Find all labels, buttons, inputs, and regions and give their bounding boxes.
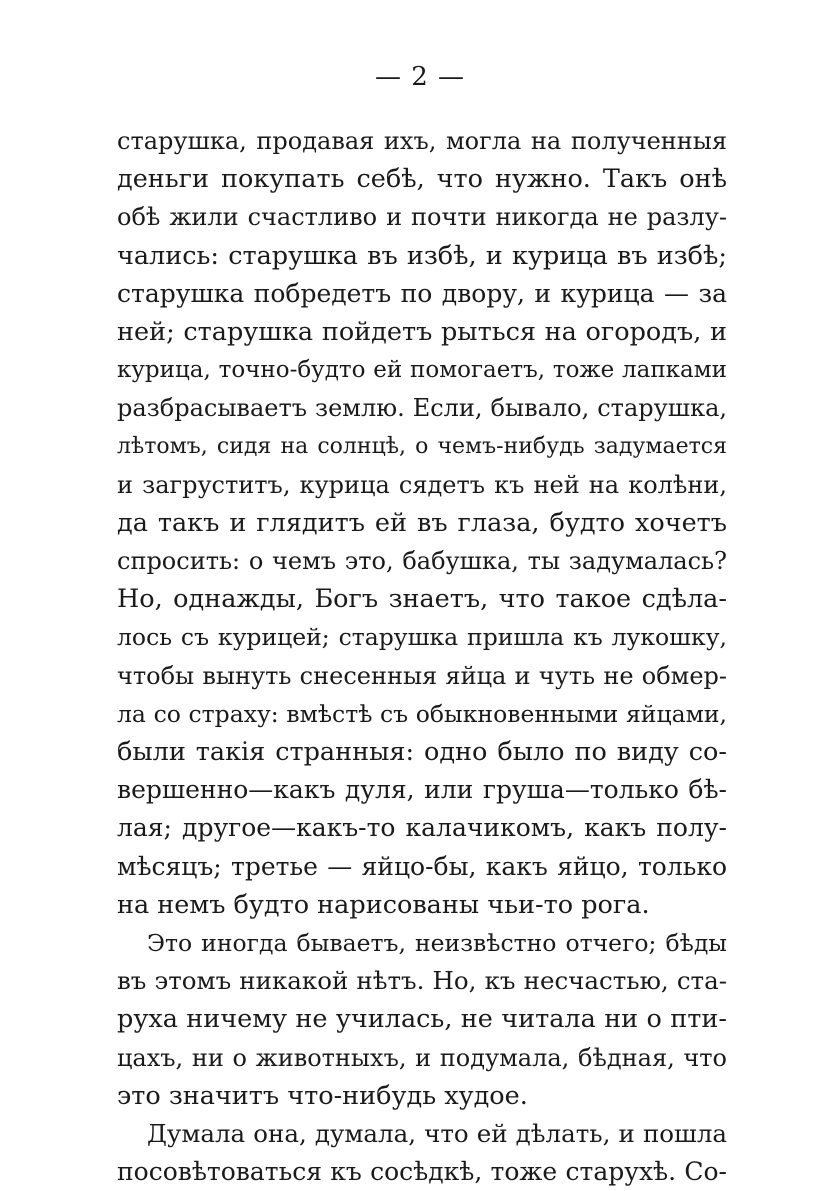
text-line: въ этомъ никакой нѣтъ. Но, къ несчастью, ста- (117, 966, 727, 996)
text-line: лая; другое—какъ-то калачикомъ, какъ полу- (117, 813, 727, 843)
text-line: Но, однажды, Богъ знаетъ, что такое сдѣла- (117, 584, 727, 615)
text-line: деньги покупать себѣ, что нужно. Такъ онѣ (117, 164, 727, 195)
text-line: да такъ и глядитъ ей въ глаза, будто хочетъ (117, 507, 727, 538)
text-line: цахъ, ни о животныхъ, и подумала, бѣдная, что (117, 1043, 727, 1072)
page-number: — 2 — (374, 62, 466, 92)
text-line: были такія странныя: одно было по виду со- (117, 737, 727, 767)
text-line: спросить: о чемъ это, бабушка, ты задумалась? (117, 547, 727, 576)
text-line: Это иногда бываетъ, неизвѣстно отчего; бѣды (147, 928, 727, 957)
text-line: посовѣтоваться къ сосѣдкѣ, тоже старухѣ. Со- (117, 1157, 727, 1187)
text-line: лѣтомъ, сидя на солнцѣ, о чемъ-нибудь задумается (117, 433, 727, 459)
text-line: разбрасываетъ землю. Если, бывало, старушка, (117, 394, 727, 423)
text-line: руха ничему не училась, не читала ни о пти- (117, 1004, 727, 1035)
text-line: обѣ жили счастливо и почти никогда не разлу- (117, 203, 727, 232)
text-line: мѣсяцъ; третье — яйцо-бы, какъ яйцо, только (117, 851, 727, 881)
text-line: Думала она, думала, что ей дѣлать, и пошла (147, 1118, 727, 1148)
text-line: старушка, продавая ихъ, могла на полученныя (117, 127, 727, 155)
text-line: на немъ будто нарисованы чьи-то рога. (117, 889, 650, 920)
text-line: и загруститъ, курица сядетъ къ ней на колѣни, (117, 470, 727, 499)
body-text (117, 122, 727, 1191)
text-line: чались: старушка въ избѣ, и курица въ избѣ; (117, 240, 727, 271)
text-line: старушка побредетъ по двору, и курица — за (117, 278, 727, 308)
text-line: это значитъ что-нибудь худое. (117, 1080, 528, 1111)
text-line: ла со страху: вмѣстѣ съ обыкновенными яйцами, (117, 699, 727, 728)
text-line: лось съ курицей; старушка пришла къ лукошку, (117, 623, 727, 652)
text-line: курица, точно-будто ей помогаетъ, тоже лапками (117, 357, 727, 384)
text-line: чтобы вынуть снесенныя яйца и чуть не обмер- (117, 661, 727, 690)
text-line: ней; старушка пойдетъ рыться на огородъ, и (117, 316, 727, 347)
text-line: вершенно—какъ дуля, или груша—только бѣ- (117, 775, 727, 805)
